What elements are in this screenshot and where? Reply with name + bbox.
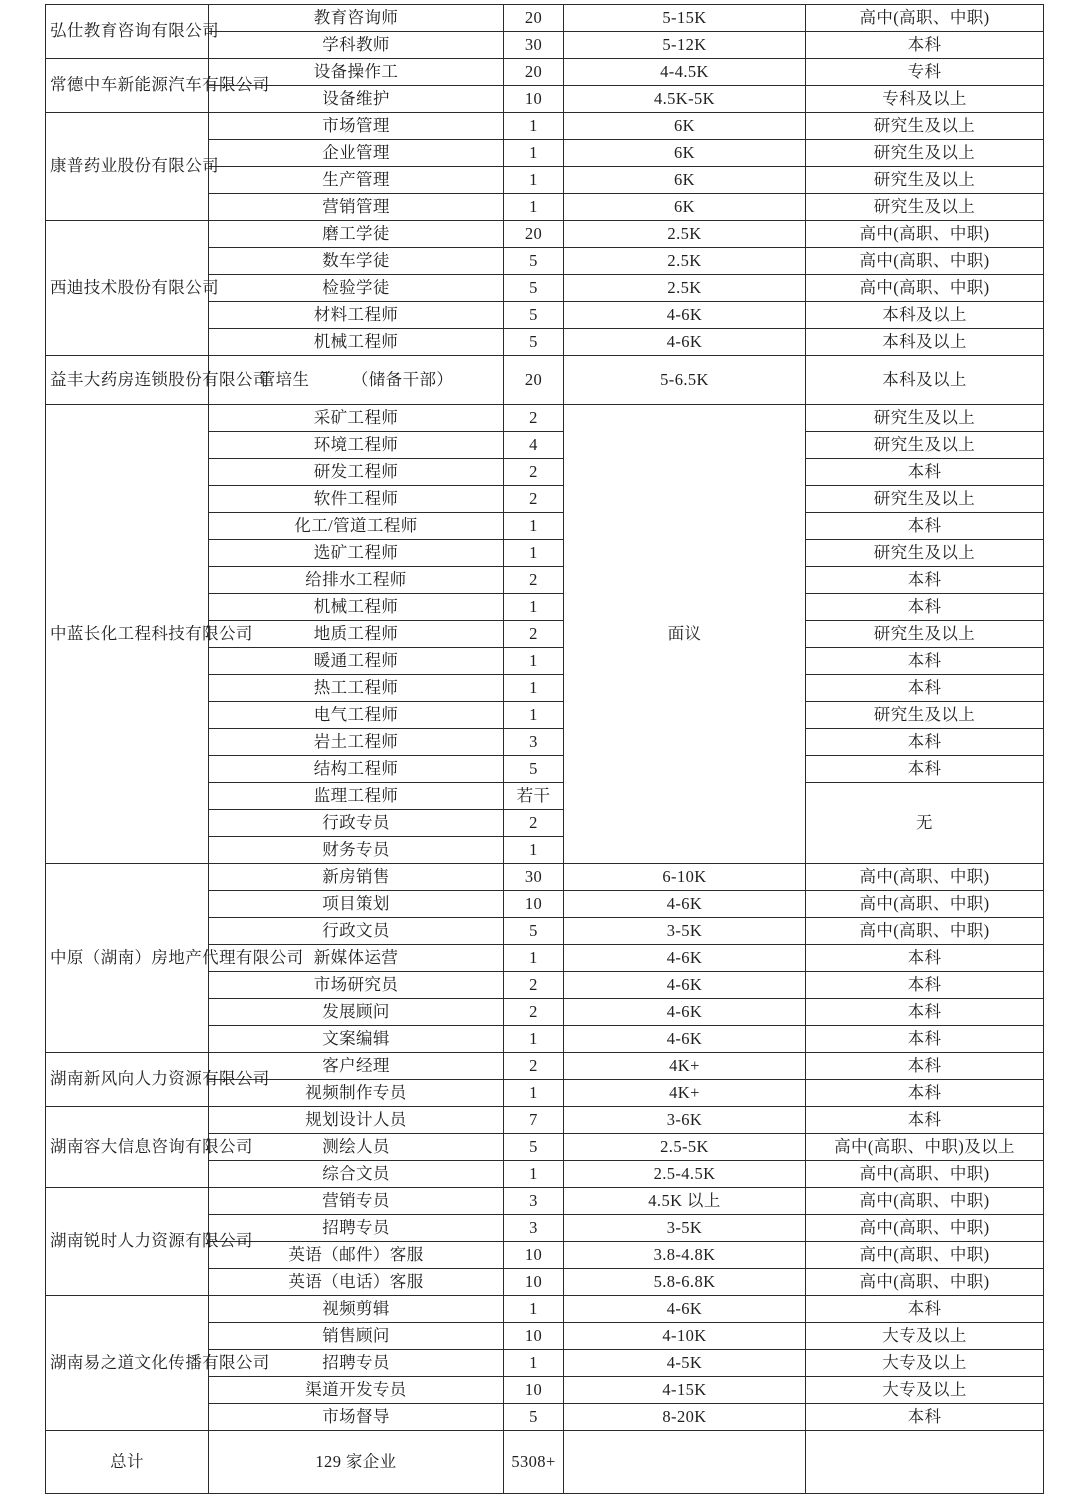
salary-cell: 4-6K — [564, 329, 806, 356]
headcount-cell: 10 — [504, 1377, 564, 1404]
headcount-cell: 5 — [504, 918, 564, 945]
education-cell: 专科及以上 — [806, 86, 1044, 113]
headcount-cell: 20 — [504, 356, 564, 405]
headcount-cell: 4 — [504, 432, 564, 459]
position-cell: 监理工程师 — [209, 783, 504, 810]
salary-cell: 2.5-4.5K — [564, 1161, 806, 1188]
headcount-cell: 1 — [504, 675, 564, 702]
education-cell: 专科 — [806, 59, 1044, 86]
headcount-cell: 1 — [504, 1026, 564, 1053]
total-salary-cell — [564, 1431, 806, 1494]
position-cell: 规划设计人员 — [209, 1107, 504, 1134]
education-cell: 研究生及以上 — [806, 113, 1044, 140]
headcount-cell: 5 — [504, 302, 564, 329]
position-cell: 管培生 （储备干部） — [209, 356, 504, 405]
salary-cell: 2.5K — [564, 248, 806, 275]
position-cell: 研发工程师 — [209, 459, 504, 486]
salary-cell: 4-6K — [564, 999, 806, 1026]
salary-cell: 3.8-4.8K — [564, 1242, 806, 1269]
headcount-cell: 20 — [504, 59, 564, 86]
education-cell: 本科 — [806, 1296, 1044, 1323]
headcount-cell: 1 — [504, 513, 564, 540]
salary-cell: 8-20K — [564, 1404, 806, 1431]
headcount-cell: 2 — [504, 1053, 564, 1080]
headcount-cell: 1 — [504, 1296, 564, 1323]
education-cell: 本科 — [806, 756, 1044, 783]
salary-cell: 4-15K — [564, 1377, 806, 1404]
company-name-cell: 弘仕教育咨询有限公司 — [46, 5, 209, 59]
education-cell: 高中(高职、中职) — [806, 1188, 1044, 1215]
education-cell: 本科 — [806, 32, 1044, 59]
education-cell: 高中(高职、中职) — [806, 864, 1044, 891]
headcount-cell: 20 — [504, 5, 564, 32]
education-cell: 高中(高职、中职) — [806, 891, 1044, 918]
headcount-cell: 10 — [504, 86, 564, 113]
headcount-cell: 2 — [504, 405, 564, 432]
headcount-cell: 5 — [504, 1134, 564, 1161]
position-cell: 新房销售 — [209, 864, 504, 891]
headcount-cell: 5 — [504, 1404, 564, 1431]
position-cell: 教育咨询师 — [209, 5, 504, 32]
table-row — [46, 1296, 1044, 1323]
salary-cell: 6K — [564, 167, 806, 194]
company-name-cell: 康普药业股份有限公司 — [46, 113, 209, 221]
position-cell: 综合文员 — [209, 1161, 504, 1188]
table-row — [46, 864, 1044, 891]
salary-cell: 4-6K — [564, 945, 806, 972]
headcount-cell: 1 — [504, 945, 564, 972]
company-name-cell: 湖南容大信息咨询有限公司 — [46, 1107, 209, 1188]
education-cell: 高中(高职、中职) — [806, 1242, 1044, 1269]
salary-cell: 4-10K — [564, 1323, 806, 1350]
company-name-cell: 中蓝长化工程科技有限公司 — [46, 405, 209, 864]
salary-cell: 3-6K — [564, 1107, 806, 1134]
table-row — [46, 356, 1044, 405]
salary-cell: 4-6K — [564, 891, 806, 918]
salary-cell: 4-6K — [564, 1296, 806, 1323]
education-cell: 本科 — [806, 1107, 1044, 1134]
position-cell: 行政文员 — [209, 918, 504, 945]
headcount-cell: 2 — [504, 621, 564, 648]
position-cell: 暖通工程师 — [209, 648, 504, 675]
education-cell: 大专及以上 — [806, 1323, 1044, 1350]
education-cell: 本科及以上 — [806, 356, 1044, 405]
salary-cell: 4-6K — [564, 302, 806, 329]
position-cell: 渠道开发专员 — [209, 1377, 504, 1404]
table-row — [46, 405, 1044, 432]
position-cell: 给排水工程师 — [209, 567, 504, 594]
headcount-cell: 若干 — [504, 783, 564, 810]
position-cell: 磨工学徒 — [209, 221, 504, 248]
education-cell: 本科 — [806, 972, 1044, 999]
salary-cell: 5-6.5K — [564, 356, 806, 405]
position-cell: 测绘人员 — [209, 1134, 504, 1161]
position-cell: 项目策划 — [209, 891, 504, 918]
education-cell: 研究生及以上 — [806, 194, 1044, 221]
education-cell: 本科 — [806, 1026, 1044, 1053]
total-row — [46, 1431, 1044, 1494]
salary-cell: 4-6K — [564, 1026, 806, 1053]
position-cell: 营销管理 — [209, 194, 504, 221]
table-row — [46, 59, 1044, 86]
education-cell: 本科及以上 — [806, 329, 1044, 356]
headcount-cell: 1 — [504, 1350, 564, 1377]
position-cell: 营销专员 — [209, 1188, 504, 1215]
company-name-cell: 湖南易之道文化传播有限公司 — [46, 1296, 209, 1431]
position-cell: 检验学徒 — [209, 275, 504, 302]
salary-cell: 3-5K — [564, 1215, 806, 1242]
position-cell: 销售顾问 — [209, 1323, 504, 1350]
position-cell: 采矿工程师 — [209, 405, 504, 432]
position-cell: 软件工程师 — [209, 486, 504, 513]
headcount-cell: 1 — [504, 140, 564, 167]
table-row — [46, 221, 1044, 248]
position-cell: 新媒体运营 — [209, 945, 504, 972]
position-cell: 英语（电话）客服 — [209, 1269, 504, 1296]
position-cell: 电气工程师 — [209, 702, 504, 729]
education-cell: 高中(高职、中职) — [806, 5, 1044, 32]
headcount-cell: 1 — [504, 1080, 564, 1107]
education-cell: 大专及以上 — [806, 1350, 1044, 1377]
recruitment-table — [45, 4, 1044, 1494]
position-cell: 材料工程师 — [209, 302, 504, 329]
headcount-cell: 1 — [504, 594, 564, 621]
position-cell: 结构工程师 — [209, 756, 504, 783]
position-cell: 化工/管道工程师 — [209, 513, 504, 540]
company-name-cell: 湖南新风向人力资源有限公司 — [46, 1053, 209, 1107]
education-cell: 研究生及以上 — [806, 702, 1044, 729]
education-cell: 高中(高职、中职) — [806, 221, 1044, 248]
company-name-cell: 西迪技术股份有限公司 — [46, 221, 209, 356]
headcount-cell: 5 — [504, 329, 564, 356]
salary-cell: 2.5K — [564, 275, 806, 302]
salary-cell: 4K+ — [564, 1080, 806, 1107]
salary-cell: 2.5-5K — [564, 1134, 806, 1161]
education-cell: 研究生及以上 — [806, 486, 1044, 513]
education-cell: 高中(高职、中职) — [806, 1269, 1044, 1296]
headcount-cell: 1 — [504, 837, 564, 864]
position-cell: 招聘专员 — [209, 1350, 504, 1377]
salary-cell: 2.5K — [564, 221, 806, 248]
headcount-cell: 2 — [504, 999, 564, 1026]
salary-cell: 4.5K 以上 — [564, 1188, 806, 1215]
education-cell: 本科 — [806, 513, 1044, 540]
headcount-cell: 5 — [504, 248, 564, 275]
position-cell: 招聘专员 — [209, 1215, 504, 1242]
position-cell: 岩土工程师 — [209, 729, 504, 756]
company-name-cell: 湖南锐时人力资源有限公司 — [46, 1188, 209, 1296]
headcount-cell: 1 — [504, 648, 564, 675]
salary-cell: 6-10K — [564, 864, 806, 891]
headcount-cell: 1 — [504, 540, 564, 567]
education-cell: 高中(高职、中职) — [806, 275, 1044, 302]
education-cell: 研究生及以上 — [806, 432, 1044, 459]
salary-cell: 4-5K — [564, 1350, 806, 1377]
position-cell: 客户经理 — [209, 1053, 504, 1080]
headcount-cell: 2 — [504, 459, 564, 486]
position-cell: 设备操作工 — [209, 59, 504, 86]
headcount-cell: 30 — [504, 864, 564, 891]
position-cell: 热工工程师 — [209, 675, 504, 702]
salary-cell: 6K — [564, 140, 806, 167]
headcount-cell: 2 — [504, 972, 564, 999]
education-cell: 本科 — [806, 594, 1044, 621]
position-cell: 市场管理 — [209, 113, 504, 140]
education-cell: 研究生及以上 — [806, 621, 1044, 648]
headcount-cell: 10 — [504, 1323, 564, 1350]
position-cell: 文案编辑 — [209, 1026, 504, 1053]
education-cell: 高中(高职、中职) — [806, 1215, 1044, 1242]
company-name-cell: 益丰大药房连锁股份有限公司 — [46, 356, 209, 405]
company-name-cell: 中原（湖南）房地产代理有限公司 — [46, 864, 209, 1053]
headcount-cell: 30 — [504, 32, 564, 59]
salary-cell: 4-4.5K — [564, 59, 806, 86]
salary-cell: 6K — [564, 113, 806, 140]
headcount-cell: 1 — [504, 1161, 564, 1188]
position-cell: 视频制作专员 — [209, 1080, 504, 1107]
salary-cell: 4-6K — [564, 972, 806, 999]
position-cell: 机械工程师 — [209, 329, 504, 356]
position-cell: 生产管理 — [209, 167, 504, 194]
education-cell: 大专及以上 — [806, 1377, 1044, 1404]
headcount-cell: 1 — [504, 702, 564, 729]
table-body — [46, 5, 1044, 1494]
education-cell: 本科 — [806, 1053, 1044, 1080]
position-cell: 机械工程师 — [209, 594, 504, 621]
position-cell: 数车学徒 — [209, 248, 504, 275]
company-name-cell: 常德中车新能源汽车有限公司 — [46, 59, 209, 113]
headcount-cell: 2 — [504, 567, 564, 594]
education-cell: 高中(高职、中职) — [806, 918, 1044, 945]
total-label-cell: 总计 — [46, 1431, 209, 1494]
education-cell: 研究生及以上 — [806, 140, 1044, 167]
education-cell: 研究生及以上 — [806, 405, 1044, 432]
total-enterprises-cell: 129 家企业 — [209, 1431, 504, 1494]
headcount-cell: 2 — [504, 810, 564, 837]
position-cell: 地质工程师 — [209, 621, 504, 648]
headcount-cell: 10 — [504, 1242, 564, 1269]
headcount-cell: 3 — [504, 1188, 564, 1215]
education-cell: 本科 — [806, 567, 1044, 594]
position-cell: 视频剪辑 — [209, 1296, 504, 1323]
headcount-cell: 7 — [504, 1107, 564, 1134]
salary-cell: 5.8-6.8K — [564, 1269, 806, 1296]
position-cell: 市场督导 — [209, 1404, 504, 1431]
salary-cell: 3-5K — [564, 918, 806, 945]
position-cell: 学科教师 — [209, 32, 504, 59]
salary-cell: 4.5K-5K — [564, 86, 806, 113]
position-cell: 环境工程师 — [209, 432, 504, 459]
education-cell: 本科及以上 — [806, 302, 1044, 329]
education-cell: 研究生及以上 — [806, 540, 1044, 567]
education-cell: 本科 — [806, 648, 1044, 675]
headcount-cell: 3 — [504, 729, 564, 756]
headcount-cell: 3 — [504, 1215, 564, 1242]
salary-cell: 面议 — [564, 405, 806, 864]
education-cell: 本科 — [806, 459, 1044, 486]
headcount-cell: 5 — [504, 756, 564, 783]
salary-cell: 4K+ — [564, 1053, 806, 1080]
total-education-cell — [806, 1431, 1044, 1494]
position-cell: 企业管理 — [209, 140, 504, 167]
headcount-cell: 2 — [504, 486, 564, 513]
headcount-cell: 1 — [504, 167, 564, 194]
education-cell: 高中(高职、中职)及以上 — [806, 1134, 1044, 1161]
education-cell: 高中(高职、中职) — [806, 1161, 1044, 1188]
salary-cell: 5-15K — [564, 5, 806, 32]
education-cell: 本科 — [806, 999, 1044, 1026]
position-cell: 财务专员 — [209, 837, 504, 864]
position-cell: 选矿工程师 — [209, 540, 504, 567]
position-cell: 发展顾问 — [209, 999, 504, 1026]
headcount-cell: 20 — [504, 221, 564, 248]
headcount-cell: 10 — [504, 1269, 564, 1296]
table-row — [46, 1053, 1044, 1080]
education-cell: 本科 — [806, 1404, 1044, 1431]
headcount-cell: 5 — [504, 275, 564, 302]
table-row — [46, 1107, 1044, 1134]
position-cell: 英语（邮件）客服 — [209, 1242, 504, 1269]
education-cell: 本科 — [806, 945, 1044, 972]
total-headcount-cell: 5308+ — [504, 1431, 564, 1494]
table-row — [46, 5, 1044, 32]
headcount-cell: 1 — [504, 113, 564, 140]
education-cell: 无 — [806, 783, 1044, 864]
table-row — [46, 113, 1044, 140]
salary-cell: 6K — [564, 194, 806, 221]
headcount-cell: 10 — [504, 891, 564, 918]
table-row — [46, 1188, 1044, 1215]
education-cell: 高中(高职、中职) — [806, 248, 1044, 275]
education-cell: 本科 — [806, 675, 1044, 702]
education-cell: 研究生及以上 — [806, 167, 1044, 194]
headcount-cell: 1 — [504, 194, 564, 221]
education-cell: 本科 — [806, 1080, 1044, 1107]
salary-cell: 5-12K — [564, 32, 806, 59]
position-cell: 市场研究员 — [209, 972, 504, 999]
position-cell: 设备维护 — [209, 86, 504, 113]
position-cell: 行政专员 — [209, 810, 504, 837]
education-cell: 本科 — [806, 729, 1044, 756]
